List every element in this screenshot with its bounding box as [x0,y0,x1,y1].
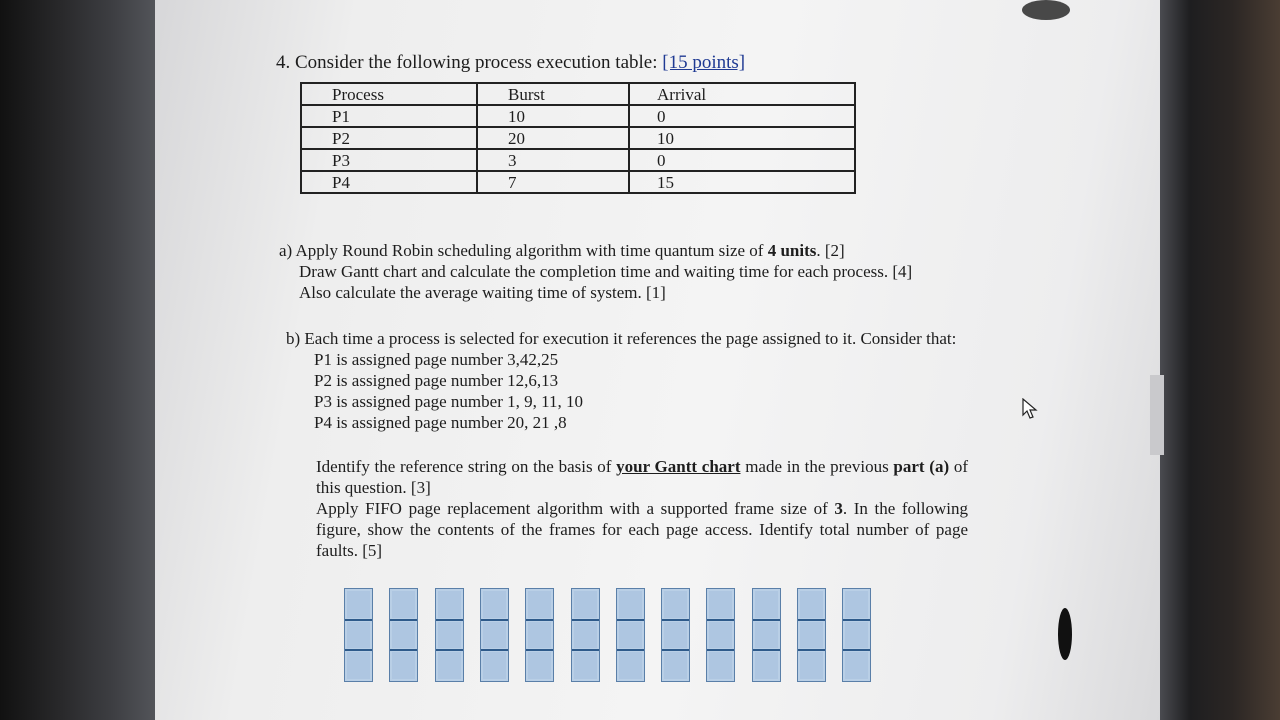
frame-divider [753,619,780,621]
frame-divider [390,619,417,621]
frame-divider [481,619,508,621]
identify-text: Identify the reference string on the basis of [316,457,617,476]
table-row [301,105,855,127]
frame-column[interactable] [435,588,464,682]
frame-slot[interactable] [347,622,370,649]
frame-divider [572,649,599,651]
part-a-line-1 [279,240,912,261]
part-a [279,240,912,303]
frame-divider [526,649,553,651]
frame-divider [707,619,734,621]
frame-slot[interactable] [574,622,597,649]
table-header: Burst [477,83,629,105]
identify-text: of this question. [3] [316,457,968,497]
table-cell: 7 [477,171,629,193]
page-assignment: P2 is assigned page number 12,6,13 [314,371,559,390]
frame-divider [843,649,870,651]
frame-column[interactable] [344,588,373,682]
page-assignment: P3 is assigned page number 1, 9, 11, 10 [314,392,583,411]
frame-divider [481,649,508,651]
process-table [300,82,856,194]
frame-slot[interactable] [619,652,642,679]
part-a-points: . [2] [816,241,845,260]
screen-smudge [1058,608,1072,660]
table-cell: 0 [629,105,855,127]
table-row [301,171,855,193]
frame-column[interactable] [842,588,871,682]
frame-slot[interactable] [528,652,551,679]
table-cell: 10 [477,105,629,127]
frame-slot[interactable] [392,622,415,649]
frame-slot[interactable] [438,622,461,649]
frame-column[interactable] [797,588,826,682]
table-cell: 3 [477,149,629,171]
frame-slot[interactable] [483,591,506,618]
fifo-text: Apply FIFO page replacement algorithm with a supported frame size of [316,499,835,518]
table-cell: P3 [301,149,477,171]
frame-column[interactable] [389,588,418,682]
frame-column[interactable] [616,588,645,682]
frame-slot[interactable] [800,622,823,649]
frame-divider [572,619,599,621]
table-row [301,127,855,149]
part-b-intro: b) Each time a process is selected for execution it references the page assigned to it. Consider that: [286,329,957,348]
frame-slot[interactable] [528,591,551,618]
frame-slot[interactable] [438,591,461,618]
table-cell: P2 [301,127,477,149]
frame-column[interactable] [706,588,735,682]
frame-slot[interactable] [664,591,687,618]
frame-column[interactable] [661,588,690,682]
frame-slot[interactable] [574,652,597,679]
frame-divider [617,649,644,651]
frame-figure [344,588,874,684]
part-a-line-2: Draw Gantt chart and calculate the completion time and waiting time for each process. [4] [299,262,913,281]
table-header: Arrival [629,83,855,105]
frame-slot[interactable] [392,652,415,679]
frame-slot[interactable] [347,652,370,679]
frame-size: 3 [834,499,843,518]
frame-slot[interactable] [664,622,687,649]
table-cell: 20 [477,127,629,149]
fifo-paragraph [316,498,968,561]
frame-slot[interactable] [800,652,823,679]
frame-slot[interactable] [347,591,370,618]
frame-slot[interactable] [619,622,642,649]
part-a-reference: part (a) [893,457,950,476]
frame-column[interactable] [480,588,509,682]
frame-column[interactable] [571,588,600,682]
page-assignment: P1 is assigned page number 3,42,25 [314,350,559,369]
frame-slot[interactable] [574,591,597,618]
frame-slot[interactable] [845,591,868,618]
frame-slot[interactable] [709,591,732,618]
frame-slot[interactable] [619,591,642,618]
frame-slot[interactable] [800,591,823,618]
frame-slot[interactable] [438,652,461,679]
table-header-row [301,83,855,105]
table-cell: P4 [301,171,477,193]
frame-divider [843,619,870,621]
frame-divider [707,649,734,651]
frame-divider [390,649,417,651]
table-cell: 10 [629,127,855,149]
question-points: [15 points] [662,52,746,73]
frame-column[interactable] [525,588,554,682]
frame-slot[interactable] [483,652,506,679]
mouse-cursor-icon [1022,398,1038,420]
gantt-chart-reference: your Gantt chart [616,457,741,476]
frame-divider [798,619,825,621]
part-b [286,328,956,433]
table-cell: 15 [629,171,855,193]
screen-smudge [1022,0,1070,20]
part-a-quantum: 4 units [767,241,817,260]
part-b-instructions [316,456,968,561]
fifo-text: . In the following figure, show the contents of the frames for each page access. Identify total number of page faults. [5] [316,499,968,560]
frame-slot[interactable] [755,622,778,649]
frame-divider [436,619,463,621]
frame-divider [526,619,553,621]
monitor-bezel-right [1160,0,1280,720]
part-a-text: a) Apply Round Robin scheduling algorithm with time quantum size of [279,241,768,260]
frame-slot[interactable] [755,591,778,618]
scrollbar[interactable] [1150,375,1164,455]
table-cell: 0 [629,149,855,171]
frame-divider [436,649,463,651]
frame-divider [753,649,780,651]
frame-divider [662,619,689,621]
frame-slot[interactable] [664,652,687,679]
frame-divider [345,649,372,651]
frame-slot[interactable] [709,652,732,679]
frame-column[interactable] [752,588,781,682]
question-title [276,52,745,74]
frame-slot[interactable] [845,652,868,679]
page-assignment: P4 is assigned page number 20, 21 ,8 [314,413,567,432]
frame-slot[interactable] [528,622,551,649]
frame-divider [798,649,825,651]
monitor-bezel-left [0,0,160,720]
table-header: Process [301,83,477,105]
frame-divider [617,619,644,621]
table-row [301,149,855,171]
frame-divider [662,649,689,651]
frame-divider [345,619,372,621]
frame-slot[interactable] [483,622,506,649]
frame-slot[interactable] [392,591,415,618]
identify-paragraph [316,456,968,498]
identify-text: made in the previous [740,457,894,476]
frame-slot[interactable] [709,622,732,649]
table-cell: P1 [301,105,477,127]
part-a-line-3: Also calculate the average waiting time of system. [1] [299,283,666,302]
frame-slot[interactable] [755,652,778,679]
frame-slot[interactable] [845,622,868,649]
question-text: 4. Consider the following process execution table: [276,52,658,73]
